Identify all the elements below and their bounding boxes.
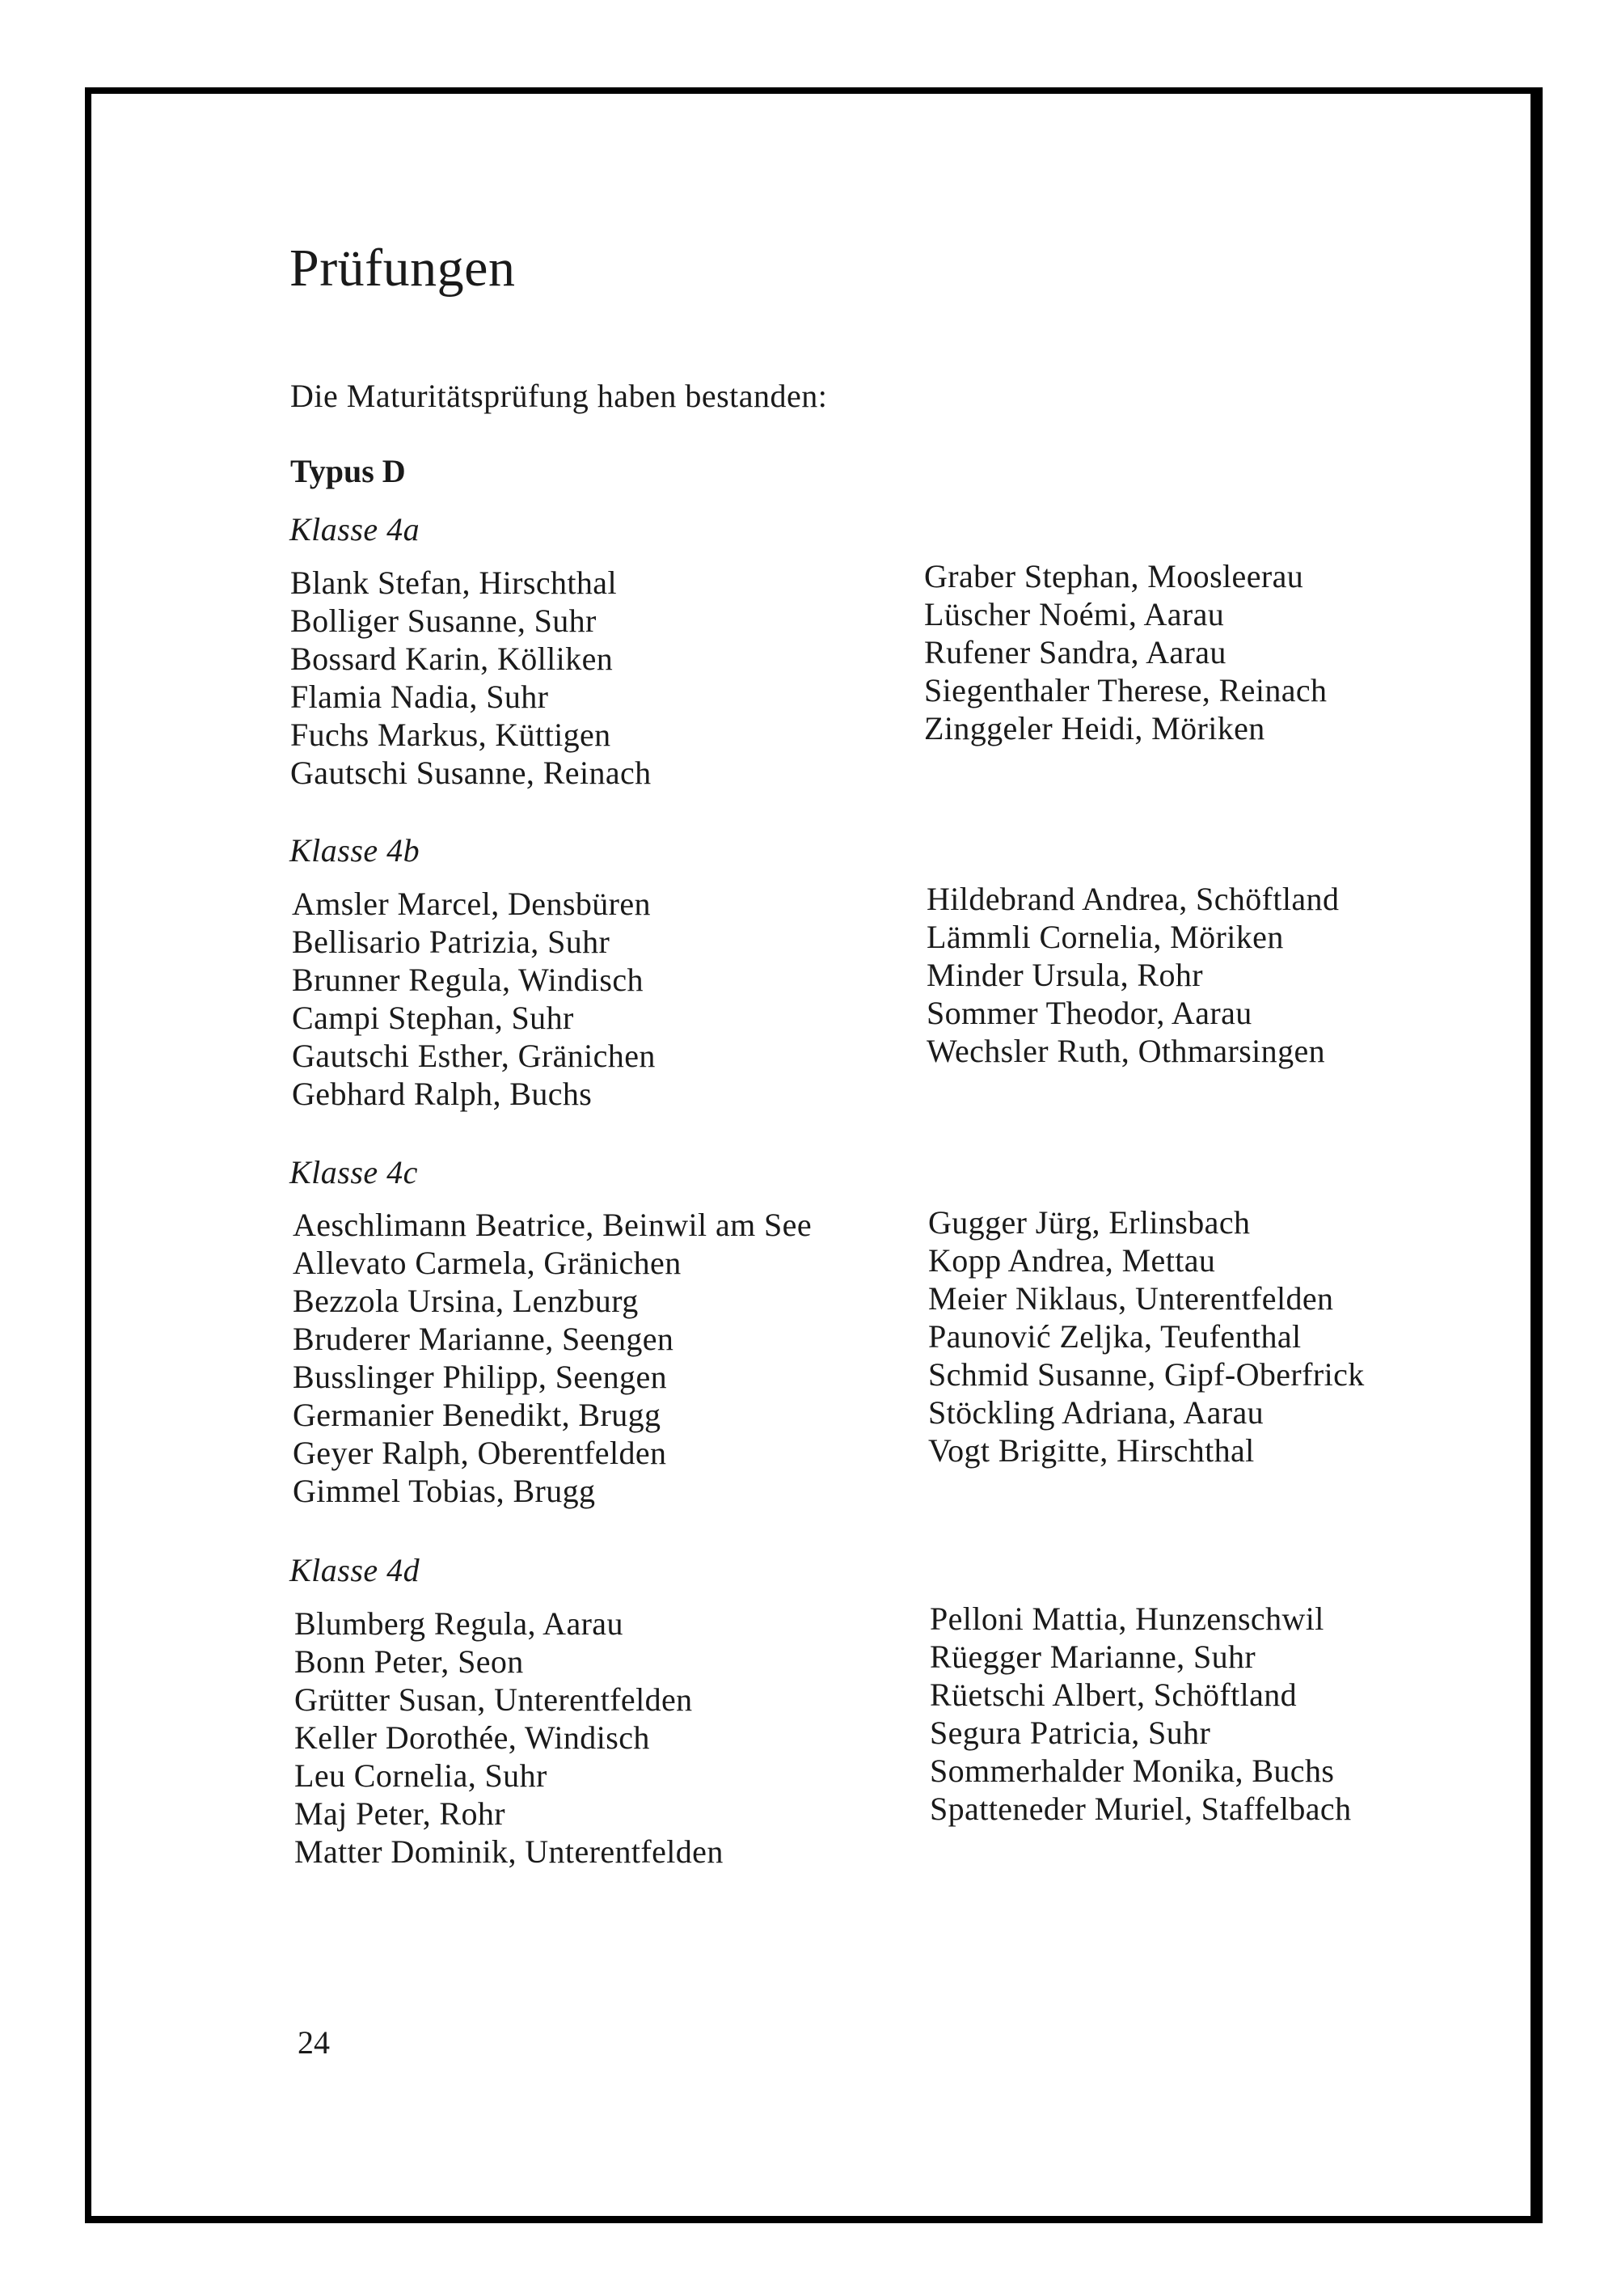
student-entry: Bossard Karin, Kölliken (290, 641, 614, 677)
student-entry: Gautschi Esther, Gränichen (292, 1038, 656, 1074)
student-entry: Allevato Carmela, Gränichen (293, 1245, 682, 1281)
student-entry: Matter Dominik, Unterentfelden (294, 1833, 724, 1870)
student-entry: Bezzola Ursina, Lenzburg (293, 1283, 639, 1319)
class-heading: Klasse 4d (289, 1552, 420, 1588)
class-section-4c (91, 1153, 1530, 1533)
student-entry: Grütter Susan, Unterentfelden (294, 1681, 693, 1718)
student-entry: Spatteneder Muriel, Staffelbach (930, 1791, 1352, 1827)
student-entry: Minder Ursula, Rohr (927, 957, 1203, 993)
student-entry: Blumberg Regula, Aarau (294, 1605, 623, 1642)
student-entry: Rufener Sandra, Aarau (924, 634, 1226, 670)
class-heading: Klasse 4b (289, 832, 420, 869)
student-entry: Stöckling Adriana, Aarau (928, 1394, 1264, 1431)
student-entry: Gugger Jürg, Erlinsbach (928, 1204, 1251, 1241)
student-entry: Hildebrand Andrea, Schöftland (927, 881, 1340, 917)
student-entry: Campi Stephan, Suhr (292, 1000, 574, 1036)
student-entry: Gebhard Ralph, Buchs (292, 1076, 593, 1112)
student-list-left (292, 885, 656, 1113)
student-entry: Lämmli Cornelia, Möriken (927, 919, 1284, 955)
student-entry: Wechsler Ruth, Othmarsingen (927, 1033, 1326, 1069)
student-entry: Meier Niklaus, Unterentfelden (928, 1280, 1334, 1317)
student-entry: Bellisario Patrizia, Suhr (292, 924, 610, 960)
student-entry: Amsler Marcel, Densbüren (292, 886, 651, 922)
student-entry: Aeschlimann Beatrice, Beinwil am See (293, 1207, 812, 1243)
student-entry: Bolliger Susanne, Suhr (290, 603, 597, 639)
student-entry: Blank Stefan, Hirschthal (290, 564, 617, 601)
student-entry: Sommerhalder Monika, Buchs (930, 1753, 1335, 1789)
student-entry: Gimmel Tobias, Brugg (293, 1473, 596, 1509)
student-entry: Pelloni Mattia, Hunzenschwil (930, 1600, 1324, 1637)
student-entry: Rüetschi Albert, Schöftland (930, 1677, 1298, 1713)
page-border (85, 87, 1543, 2223)
student-list-left (294, 1605, 724, 1871)
student-entry: Germanier Benedikt, Brugg (293, 1397, 661, 1433)
student-list-right (924, 557, 1327, 747)
student-entry: Zinggeler Heidi, Möriken (924, 710, 1265, 746)
student-entry: Graber Stephan, Moosleerau (924, 558, 1304, 594)
student-entry: Kopp Andrea, Mettau (928, 1242, 1216, 1279)
typus-heading: Typus D (290, 453, 406, 489)
student-entry: Schmid Susanne, Gipf-Oberfrick (928, 1356, 1365, 1393)
student-entry: Leu Cornelia, Suhr (294, 1757, 547, 1794)
student-entry: Bonn Peter, Seon (294, 1643, 524, 1680)
student-list-right (930, 1600, 1351, 1828)
class-heading: Klasse 4a (289, 511, 420, 548)
student-entry: Geyer Ralph, Oberentfelden (293, 1435, 667, 1471)
student-list-right (928, 1203, 1365, 1469)
student-entry: Rüegger Marianne, Suhr (930, 1638, 1256, 1675)
class-heading: Klasse 4c (289, 1154, 418, 1190)
student-entry: Bruderer Marianne, Seengen (293, 1321, 674, 1357)
student-entry: Busslinger Philipp, Seengen (293, 1359, 668, 1395)
student-list-left (293, 1206, 812, 1510)
student-entry: Sommer Theodor, Aarau (927, 995, 1252, 1031)
student-entry: Paunović Zeljka, Teufenthal (928, 1318, 1302, 1355)
intro-text: Die Maturitätsprüfung haben bestanden: (290, 378, 828, 414)
page-number: 24 (298, 2024, 330, 2061)
student-entry: Lüscher Noémi, Aarau (924, 596, 1225, 632)
student-list-left (290, 564, 652, 792)
class-section-4d (91, 1551, 1530, 1931)
student-entry: Segura Patricia, Suhr (930, 1715, 1211, 1751)
page-title: Prüfungen (289, 239, 516, 298)
student-list-right (927, 880, 1339, 1070)
student-entry: Flamia Nadia, Suhr (290, 679, 549, 715)
student-entry: Fuchs Markus, Küttigen (290, 717, 611, 753)
student-entry: Vogt Brigitte, Hirschthal (928, 1432, 1255, 1469)
document-page (91, 94, 1530, 2216)
student-entry: Brunner Regula, Windisch (292, 962, 644, 998)
student-entry: Keller Dorothée, Windisch (294, 1719, 650, 1756)
student-entry: Gautschi Susanne, Reinach (290, 755, 652, 791)
student-entry: Siegenthaler Therese, Reinach (924, 672, 1328, 708)
student-entry: Maj Peter, Rohr (294, 1795, 506, 1832)
